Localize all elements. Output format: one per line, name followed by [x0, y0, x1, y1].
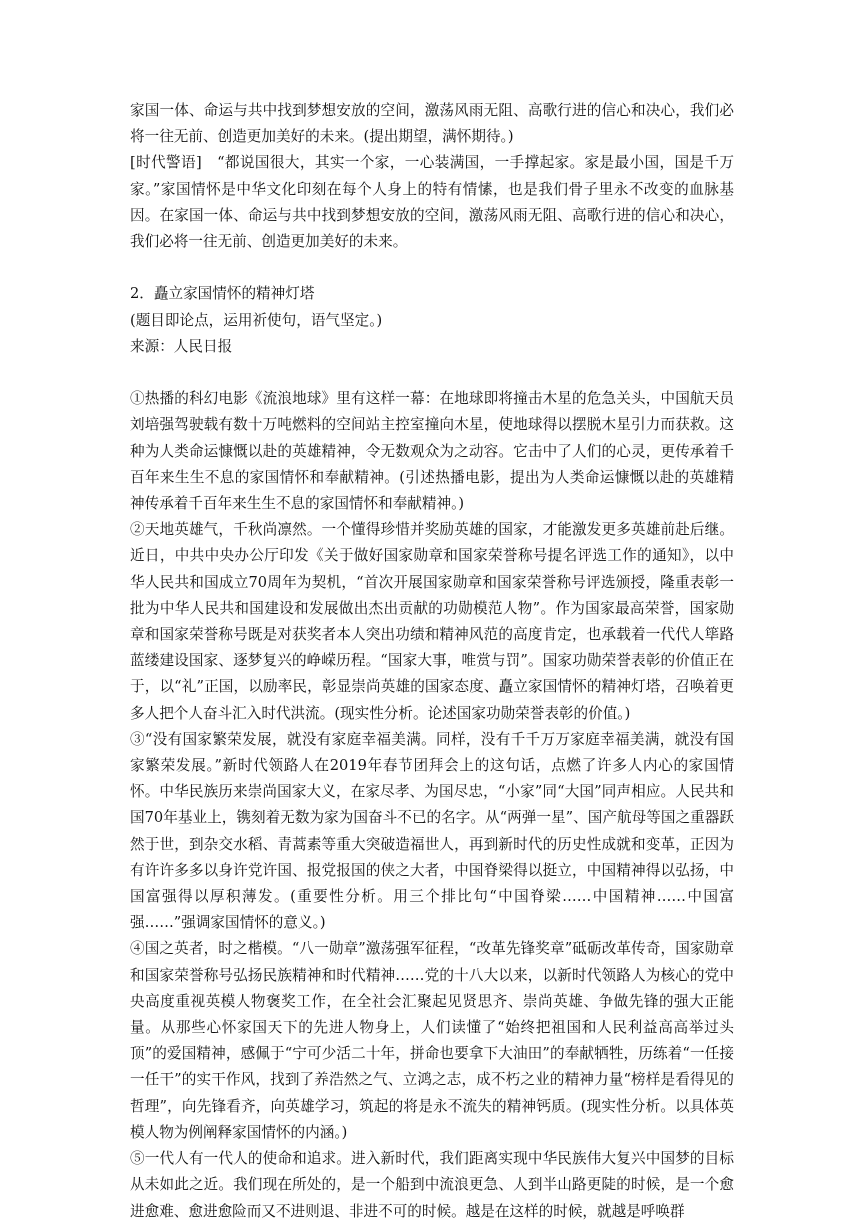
blank-line	[130, 360, 734, 386]
paragraph-intro-continuation: 家国一体、命运与共中找到梦想安放的空间，激荡风雨无阻、高歌行进的信心和决心，我们必将一往无前、创造更加美好的未来。(提出期望，满怀期待。)	[130, 102, 734, 146]
paragraph-5: ⑤一代人有一代人的使命和追求。进入新时代，我们距离实现中华民族伟大复兴中国梦的目标从未如此之近。我们现在所处的，是一个船到中流浪更急、人到半山路更陡的时候，是一个愈进愈难、愈进愈险而又不进则退、非进不可的时候。越是在这样的时候，就越是呼唤群	[130, 1150, 734, 1220]
heading-annotation: (题目即论点，运用祈使句，语气坚定。)	[130, 311, 383, 329]
paragraph-era-warning: [时代警语] “都说国很大，其实一个家，一心装满国，一手撑起家。家是最小国，国是千万家。”家国情怀是中华文化印刻在每个人身上的特有情愫，也是我们骨子里永不改变的血脉基因。在家国一体、命运与共中找到梦想安放的空间，激荡风雨无阻、高歌行进的信心和决心，我们必将一往无前、创造更加美好的未来。	[130, 154, 734, 251]
source-line: 来源：人民日报	[130, 337, 233, 355]
paragraph-2: ②天地英雄气，千秋尚凛然。一个懂得珍惜并奖励英雄的国家，才能激发更多英雄前赴后继。近日，中共中央办公厅印发《关于做好国家勋章和国家荣誉称号提名评选工作的通知》，以中华人民共和国成立70周年为契机，“首次开展国家勋章和国家荣誉称号评选颁授，隆重表彰一批为中华人民共和国建设和发展做出杰出贡献的功勋模范人物”。作为国家最高荣誉，国家勋章和国家荣誉称号既是对获奖者本人突出功绩和精神风范的高度肯定，也承载着一代代人筚路蓝缕建设国家、逐梦复兴的峥嵘历程。“国家大事，唯赏与罚”。国家功勋荣誉表彰的价值正在于，以“礼”正国，以励率民，彰显崇尚英雄的国家态度、矗立家国情怀的精神灯塔，召唤着更多人把个人奋斗汇入时代洪流。(现实性分析。论述国家功勋荣誉表彰的价值。)	[130, 521, 734, 722]
blank-line	[130, 255, 734, 281]
section-heading: 2．矗立家国情怀的精神灯塔	[130, 285, 315, 303]
paragraph-3: ③“没有国家繁荣发展，就没有家庭幸福美满。同样，没有千千万万家庭幸福美满，就没有国家繁荣发展。”新时代领路人在2019年春节团拜会上的这句话，点燃了许多人内心的家国情怀。中华民族历来崇尚国家大义，在家尽孝、为国尽忠，“小家”同“大国”同声相应。人民共和国70年基业上，镌刻着无数为家为国奋斗不已的名字。从“两弹一星”、国产航母等国之重器跃然于世，到杂交水稻、青蒿素等重大突破造福世人，再到新时代的历史性成就和变革，正因为有许许多多以身许党许国、报党报国的侠之大者，中国脊梁得以挺立，中国精神得以弘扬，中国富强得以厚积薄发。(重要性分析。用三个排比句“中国脊梁……中国精神……中国富强……”强调家国情怀的意义。)	[130, 730, 734, 932]
paragraph-4: ④国之英者，时之楷模。“八一勋章”激荡强军征程，“改革先锋奖章”砥砺改革传奇，国家勋章和国家荣誉称号弘扬民族精神和时代精神……党的十八大以来，以新时代领路人为核心的党中央高度重视英模人物褒奖工作，在全社会汇聚起见贤思齐、崇尚英雄、争做先锋的强大正能量。从那些心怀家国天下的先进人物身上，人们读懂了“始终把祖国和人民利益高高举过头顶”的爱国精神，感佩于“宁可少活二十年，拼命也要拿下大油田”的奉献牺牲，历练着“一任接一任干”的实干作风，找到了养浩然之气、立鸿之志，成不朽之业的精神力量“榜样是看得见的哲理”，向先锋看齐，向英雄学习，筑起的将是永不流失的精神钙质。(现实性分析。以具体英模人物为例阐释家国情怀的内涵。)	[130, 940, 734, 1141]
document-body	[130, 98, 734, 1225]
paragraph-1: ①热播的科幻电影《流浪地球》里有这样一幕：在地球即将撞击木星的危急关头，中国航天员刘培强驾驶载有数十万吨燃料的空间站主控室撞向木星，使地球得以摆脱木星引力而获救。这种为人类命运慷慨以赴的英雄精神，令无数观众为之动容。它击中了人们的心灵，更传承着千百年来生生不息的家国情怀和奉献精神。(引述热播电影，提出为人类命运慷慨以赴的英雄精神传承着千百年来生生不息的家国情怀和奉献精神。)	[130, 390, 734, 513]
